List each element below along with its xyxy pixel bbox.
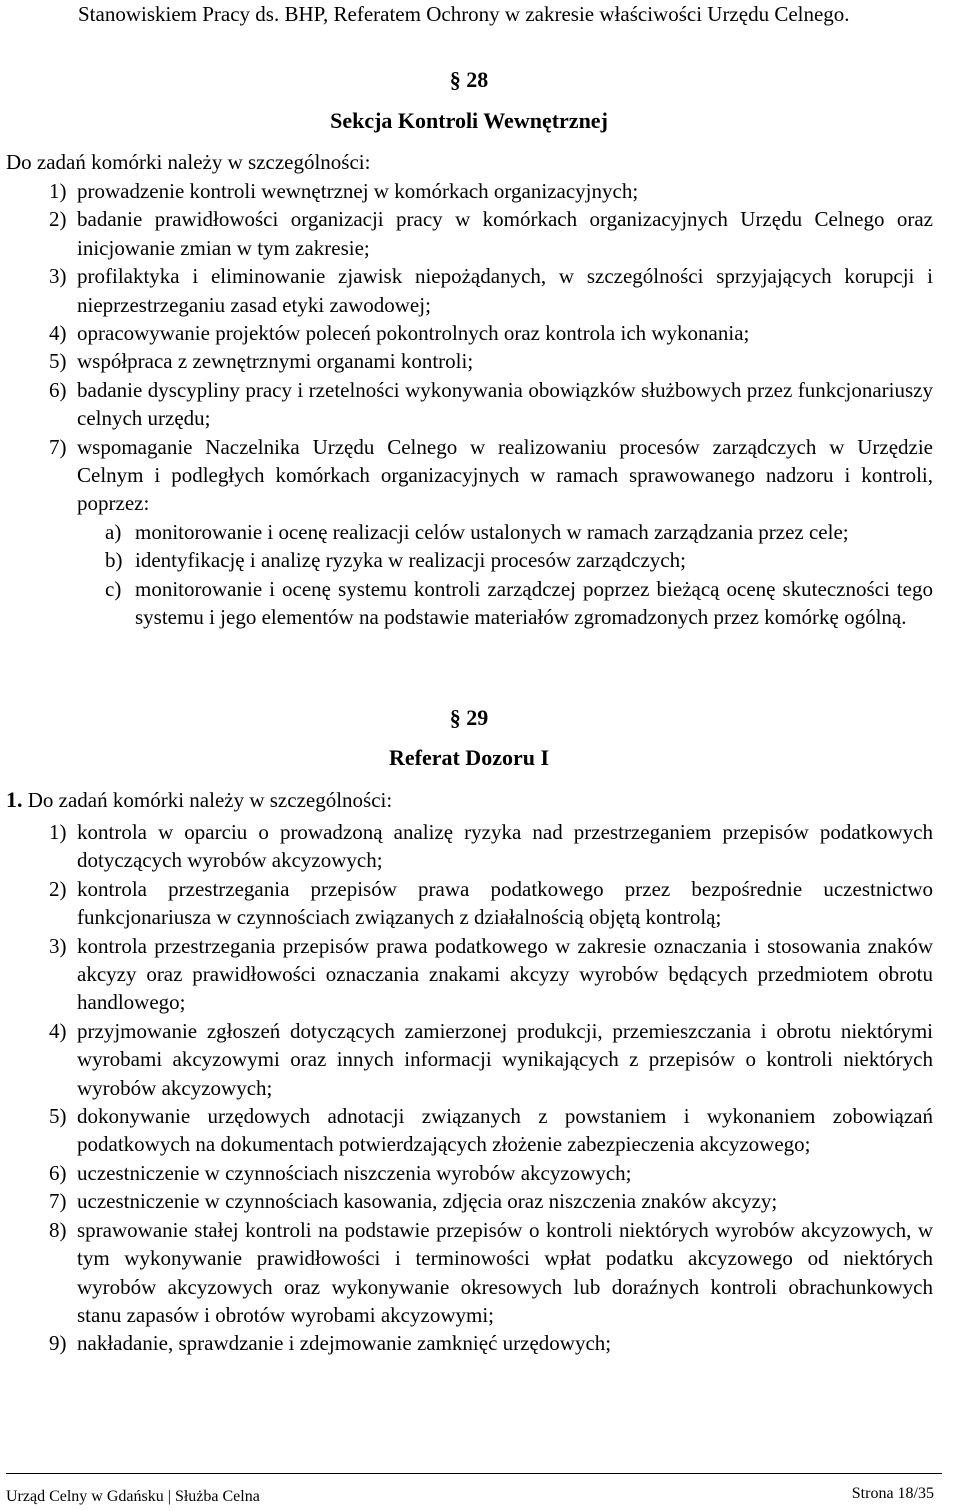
list-item-text: profilaktyka i eliminowanie zjawisk niepożądanych, w szczególności sprzyjających korupcji i nieprzestrzeganiu zasad etyki zawodowej; (77, 264, 933, 317)
footer-page-number: Strona 18/35 (851, 1485, 934, 1502)
section-29-mark: § 29 (449, 705, 489, 730)
section-28-mark: § 28 (449, 67, 489, 92)
list-item-number: 1) (49, 179, 67, 203)
section-29-lead (6, 786, 392, 814)
list-item-text: nakładanie, sprawdzanie i zdejmowanie zamknięć urzędowych; (77, 1331, 612, 1356)
list-item-number: 3) (49, 933, 67, 958)
list-item-text: wspomaganie Naczelnika Urzędu Celnego w realizowaniu procesów zarządczych w Urzędzie Celnym i podległych komórkach organizacyjnych w ramach sprawowanego nadzoru i kontroli, poprzez: (77, 434, 933, 516)
list-item (49, 1159, 933, 1187)
list-item (49, 875, 933, 932)
list-item (49, 347, 933, 375)
list-item-text: uczestniczenie w czynnościach niszczenia wyrobów akcyzowych; (77, 1160, 632, 1185)
list-item-number: 8) (49, 1217, 67, 1242)
list-item (49, 319, 933, 347)
list-item-text: dokonywanie urzędowych adnotacji związanych z powstaniem i wykonaniem zobowiązań podatkowych na dokumentach potwierdzających złożenie zabezpieczenia akcyzowego; (77, 1104, 933, 1157)
list-item-text: opracowywanie projektów poleceń pokontrolnych oraz kontrola ich wykonania; (77, 321, 750, 346)
section-28-title: Sekcja Kontroli Wewnętrznej (330, 108, 608, 133)
list-item-text: badanie dyscypliny pracy i rzetelności wykonywania obowiązków służbowych przez funkcjonariuszy celnych urzędu; (77, 377, 933, 431)
list-item (49, 1329, 933, 1357)
list-item (49, 818, 933, 875)
sublist-item-letter: a) (105, 519, 122, 544)
list-item (49, 177, 933, 205)
list-item-text: sprawowanie stałej kontroli na podstawie przepisów o kontroli niektórych wyrobów akcyzowych, w tym wykonywanie prawidłowości i terminowości wpłat podatku akcyzowego od niektórych wyrobów akcyzowych oraz wykonywanie okresowych lub doraźnych kontroli obrachunkowych stanu zapasów i obrotów wyrobami akcyzowymi; (77, 1217, 933, 1327)
list-item-number: 6) (49, 377, 67, 402)
list-item (49, 262, 933, 319)
list-item (49, 205, 933, 262)
sublist-item-letter: b) (105, 548, 123, 573)
list-item-number: 5) (49, 349, 67, 374)
list-item-number: 4) (49, 1018, 67, 1043)
list-item-text: uczestniczenie w czynnościach kasowania, zdjęcia oraz niszczenia znaków akcyzy; (77, 1189, 778, 1214)
list-item-text: współpraca z zewnętrznymi organami kontroli; (77, 349, 474, 374)
list-item-number: 2) (49, 207, 67, 232)
list-item (49, 1216, 933, 1330)
section-29-title: Referat Dozoru I (388, 745, 550, 770)
list-item-number: 9) (49, 1331, 67, 1356)
list-item (49, 1187, 933, 1215)
section-28-lead: Do zadań komórki należy w szczególności: (6, 150, 371, 174)
section-28-sublist (105, 518, 933, 632)
section-29-lead-text: Do zadań komórki należy w szczególności: (27, 788, 393, 812)
list-item-number: 2) (49, 876, 67, 901)
list-item-number: 3) (49, 264, 67, 289)
list-item (49, 1102, 933, 1159)
list-item-text: badanie prawidłowości organizacji pracy w komórkach organizacyjnych Urzędu Celnego oraz inicjowanie zmian w tym zakresie; (77, 207, 933, 260)
list-item (49, 932, 933, 1017)
sublist-item-text: identyfikację i analizę ryzyka w realizacji procesów zarządczych; (135, 548, 686, 573)
list-item (49, 376, 933, 433)
section-29-list (49, 818, 933, 1358)
list-item-text: kontrola przestrzegania przepisów prawa podatkowego w zakresie oznaczania i stosowania znaków akcyzy oraz prawidłowości oznaczania znakami akcyzy wyrobów będących przedmiotem obrotu handlowego; (77, 933, 933, 1015)
list-item-number: 1) (49, 820, 67, 844)
footer-office-name: Urząd Celny w Gdańsku | Służba Celna (6, 1488, 260, 1505)
list-item-text: kontrola w oparciu o prowadzoną analizę ryzyka nad przestrzeganiem przepisów podatkowych dotyczących wyrobów akcyzowych; (77, 820, 933, 873)
list-item-number: 5) (49, 1104, 67, 1129)
sublist-item (105, 518, 933, 546)
list-item (49, 1017, 933, 1102)
list-item-text: prowadzenie kontroli wewnętrznej w komórkach organizacyjnych; (77, 179, 639, 203)
intro-paragraph: Stanowiskiem Pracy ds. BHP, Referatem Ochrony w zakresie właściwości Urzędu Celnego. (78, 2, 850, 26)
sublist-item (105, 575, 933, 632)
list-item-number: 4) (49, 321, 67, 346)
list-item-number: 7) (49, 1189, 67, 1214)
sublist-item-text: monitorowanie i ocenę systemu kontroli zarządczej poprzez bieżącą ocenę skuteczności tego systemu i jego elementów na podstawie materiałów zgromadzonych przez komórkę ogólną. (135, 576, 933, 630)
sublist-item (105, 546, 933, 574)
list-item-number: 7) (49, 434, 67, 459)
list-item (49, 433, 933, 632)
section-28-list (49, 177, 933, 632)
list-item-text: kontrola przestrzegania przepisów prawa podatkowego przez bezpośrednie uczestnictwo funkcjonariusza w czynnościach związanych z działalnością objętą kontrolą; (77, 876, 933, 930)
section-29-lead-number: 1. (6, 787, 23, 812)
list-item-text: przyjmowanie zgłoszeń dotyczących zamierzonej produkcji, przemieszczania i obrotu niektórymi wyrobami akcyzowymi oraz innych informacji wynikających z przepisów o kontroli niektórych wyrobów akcyzowych; (77, 1018, 933, 1100)
list-item-number: 6) (49, 1160, 67, 1185)
sublist-item-text: monitorowanie i ocenę realizacji celów ustalonych w ramach zarządzania przez cele; (135, 519, 849, 544)
sublist-item-letter: c) (105, 576, 122, 601)
footer-divider (6, 1473, 942, 1474)
